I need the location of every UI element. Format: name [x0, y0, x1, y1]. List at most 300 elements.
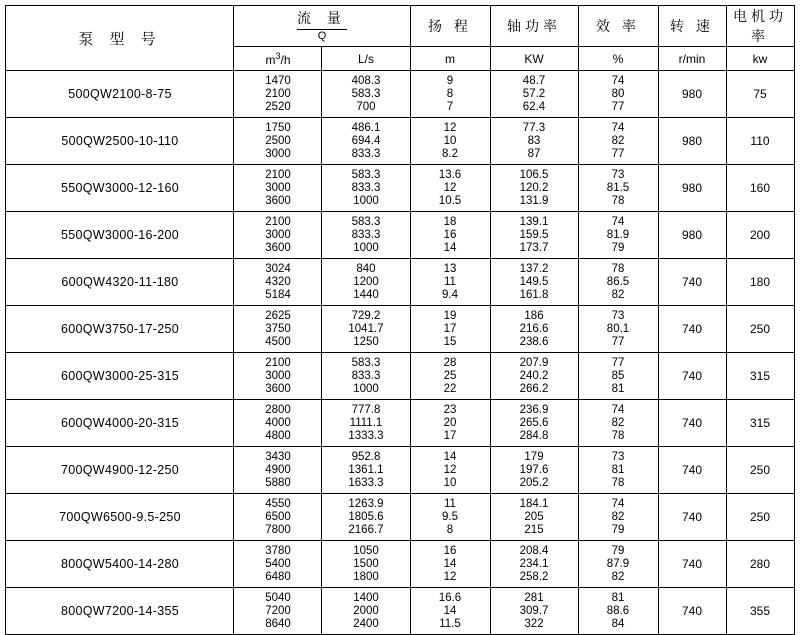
row-model: 700QW6500-9.5-250: [6, 494, 234, 541]
row-flow-ls-value: 1333.3: [348, 429, 384, 442]
row-flow-ls-value: 833.3: [351, 369, 381, 382]
row-head-value: 13.6: [438, 168, 462, 181]
row-flow-m3h-value: 3000: [265, 369, 291, 382]
row-efficiency-value: 82: [611, 416, 625, 429]
row-flow-ls-value: 1000: [353, 241, 379, 254]
row-flow-ls-value: 1633.3: [348, 476, 384, 489]
unit-shaft-power: KW: [490, 47, 578, 71]
row-shaft-power-value: 161.8: [519, 288, 549, 301]
row-flow-ls: [322, 118, 410, 165]
table-row: [6, 165, 794, 212]
row-efficiency-value: 78: [611, 476, 625, 489]
row-shaft-power: [490, 588, 578, 635]
table-row: [6, 400, 794, 447]
row-flow-ls-value: 840: [356, 262, 376, 275]
row-shaft-power-value: 184.1: [519, 497, 549, 510]
header-flow: [234, 6, 410, 47]
row-motor-power: 250: [726, 447, 794, 494]
row-efficiency-value: 74: [611, 121, 625, 134]
row-efficiency: [578, 447, 658, 494]
row-efficiency-value: 87.9: [606, 557, 630, 570]
row-efficiency: [578, 71, 658, 118]
row-head-value: 9.4: [442, 288, 458, 301]
row-flow-m3h-value: 4320: [265, 275, 291, 288]
row-shaft-power-value: 57.2: [522, 87, 546, 100]
row-shaft-power-value: 205: [524, 510, 544, 523]
header-efficiency: 效 率: [578, 6, 658, 47]
row-efficiency-value: 79: [611, 241, 625, 254]
row-head-value: 28: [443, 356, 457, 369]
row-flow-ls-value: 1050: [353, 544, 379, 557]
row-flow-m3h-value: 2100: [265, 87, 291, 100]
row-flow-ls-value: 1500: [353, 557, 379, 570]
row-shaft-power-value: 77.3: [522, 121, 546, 134]
row-head-value: 7: [446, 100, 454, 113]
row-flow-m3h-value: 3000: [265, 147, 291, 160]
unit-flow-ls: L/s: [322, 47, 410, 71]
row-efficiency-value: 82: [611, 288, 625, 301]
header-head: 扬 程: [410, 6, 490, 47]
row-head: [410, 71, 490, 118]
row-shaft-power-value: 62.4: [522, 100, 546, 113]
row-flow-ls-value: 2000: [353, 604, 379, 617]
row-shaft-power: [490, 494, 578, 541]
row-head-value: 23: [443, 403, 457, 416]
row-model: 600QW4320-11-180: [6, 259, 234, 306]
row-shaft-power-value: 173.7: [519, 241, 549, 254]
header-shaft-power: 轴功率: [490, 6, 578, 47]
row-flow-ls-value: 486.1: [351, 121, 381, 134]
unit-flow-m3h: $m^3/h$: [234, 47, 322, 71]
row-shaft-power: [490, 306, 578, 353]
row-flow-ls-value: 583.3: [351, 168, 381, 181]
row-shaft-power-value: 208.4: [519, 544, 549, 557]
row-flow-m3h-value: 2100: [265, 215, 291, 228]
row-speed: 740: [658, 494, 726, 541]
row-efficiency: [578, 494, 658, 541]
row-head-value: 14: [443, 557, 457, 570]
row-head-value: 12: [443, 570, 457, 583]
row-head-value: 17: [443, 429, 457, 442]
row-flow-m3h: [234, 259, 322, 306]
row-efficiency: [578, 212, 658, 259]
row-flow-m3h-value: 3600: [265, 382, 291, 395]
row-efficiency-value: 80: [611, 87, 625, 100]
row-flow-ls: [322, 165, 410, 212]
row-efficiency-value: 78: [611, 429, 625, 442]
row-head: [410, 494, 490, 541]
row-motor-power: 110: [726, 118, 794, 165]
row-efficiency-value: 80.1: [606, 322, 630, 335]
row-motor-power: 180: [726, 259, 794, 306]
table-row: [6, 494, 794, 541]
row-model: 500QW2100-8-75: [6, 71, 234, 118]
row-flow-m3h-value: 7200: [265, 604, 291, 617]
row-flow-ls-value: 1800: [353, 570, 379, 583]
row-flow-ls-value: 694.4: [351, 134, 381, 147]
row-flow-m3h-value: 3600: [265, 241, 291, 254]
row-head-value: 17: [443, 322, 457, 335]
header-flow-symbol: Q: [297, 29, 347, 42]
row-efficiency-value: 81: [611, 591, 625, 604]
header-row-titles: [6, 6, 794, 47]
row-efficiency-value: 88.6: [606, 604, 630, 617]
row-flow-m3h-value: 2520: [265, 100, 291, 113]
row-head-value: 12: [443, 121, 457, 134]
row-head: [410, 306, 490, 353]
row-model: 500QW2500-10-110: [6, 118, 234, 165]
row-shaft-power: [490, 71, 578, 118]
row-shaft-power-value: 309.7: [519, 604, 549, 617]
table-row: [6, 306, 794, 353]
row-shaft-power-value: 281: [524, 591, 544, 604]
row-speed: 980: [658, 165, 726, 212]
row-flow-ls-value: 1111.1: [349, 416, 383, 429]
row-flow-ls-value: 952.8: [351, 450, 381, 463]
row-flow-ls: [322, 259, 410, 306]
row-flow-ls-value: 1250: [353, 335, 379, 348]
row-head: [410, 118, 490, 165]
row-shaft-power-value: 159.5: [519, 228, 549, 241]
row-flow-m3h-value: 8640: [265, 617, 291, 630]
row-flow-m3h-value: 4800: [265, 429, 291, 442]
row-flow-ls-value: 1041.7: [348, 322, 384, 335]
row-flow-ls-value: 2400: [353, 617, 379, 630]
row-flow-ls-value: 1263.9: [348, 497, 384, 510]
row-flow-ls: [322, 588, 410, 635]
row-speed: 740: [658, 306, 726, 353]
row-flow-ls-value: 408.3: [351, 74, 381, 87]
row-efficiency-value: 81.5: [606, 181, 630, 194]
unit-head: m: [410, 47, 490, 71]
row-flow-ls-value: 583.3: [351, 215, 381, 228]
row-flow-ls: [322, 447, 410, 494]
row-flow-ls-value: 1805.6: [348, 510, 384, 523]
row-head-value: 9: [446, 74, 454, 87]
row-shaft-power: [490, 212, 578, 259]
row-efficiency-value: 74: [611, 497, 625, 510]
row-flow-m3h-value: 4000: [265, 416, 291, 429]
row-head: [410, 212, 490, 259]
row-head-value: 9.5: [442, 510, 458, 523]
row-flow-m3h: [234, 118, 322, 165]
row-flow-ls-value: 583.3: [351, 356, 381, 369]
header-flow-label: 流 量: [297, 10, 347, 26]
row-head-value: 10.5: [438, 194, 462, 207]
row-flow-ls: [322, 494, 410, 541]
row-shaft-power-value: 120.2: [519, 181, 549, 194]
row-head-value: 10: [443, 476, 457, 489]
row-speed: 740: [658, 400, 726, 447]
row-motor-power: 315: [726, 353, 794, 400]
row-model: 600QW3000-25-315: [6, 353, 234, 400]
row-shaft-power-value: 207.9: [519, 356, 549, 369]
row-efficiency: [578, 306, 658, 353]
row-head-value: 14: [443, 604, 457, 617]
row-motor-power: 250: [726, 306, 794, 353]
row-motor-power: 315: [726, 400, 794, 447]
table-row: [6, 212, 794, 259]
row-efficiency-value: 77: [611, 356, 625, 369]
row-efficiency-value: 81: [611, 382, 625, 395]
row-shaft-power: [490, 259, 578, 306]
row-efficiency: [578, 165, 658, 212]
row-flow-m3h-value: 6480: [265, 570, 291, 583]
row-shaft-power-value: 186: [524, 309, 544, 322]
row-flow-m3h: [234, 494, 322, 541]
header-motor-power: 电机功率: [726, 6, 794, 47]
row-head-value: 8: [446, 87, 454, 100]
row-shaft-power-value: 236.9: [519, 403, 549, 416]
row-shaft-power-value: 238.6: [519, 335, 549, 348]
table-row: [6, 447, 794, 494]
row-head: [410, 588, 490, 635]
row-flow-ls-value: 1440: [353, 288, 379, 301]
row-flow-ls-value: 1361.1: [348, 463, 384, 476]
spec-sheet: [0, 5, 800, 630]
row-flow-m3h-value: 3600: [265, 194, 291, 207]
row-efficiency-value: 79: [611, 523, 625, 536]
row-head-value: 14: [443, 450, 457, 463]
row-flow-m3h-value: 6500: [265, 510, 291, 523]
row-efficiency-value: 77: [611, 335, 625, 348]
table-header: [6, 6, 794, 71]
row-efficiency-value: 84: [611, 617, 625, 630]
row-head-value: 11.5: [439, 617, 461, 630]
row-speed: 740: [658, 447, 726, 494]
row-shaft-power-value: 139.1: [519, 215, 549, 228]
row-shaft-power-value: 205.2: [519, 476, 549, 489]
row-shaft-power-value: 216.6: [519, 322, 549, 335]
row-head-value: 16: [443, 228, 457, 241]
row-efficiency: [578, 353, 658, 400]
row-flow-m3h-value: 1470: [265, 74, 291, 87]
row-flow-ls-value: 729.2: [351, 309, 381, 322]
row-shaft-power-value: 322: [524, 617, 544, 630]
row-head: [410, 400, 490, 447]
row-shaft-power-value: 149.5: [519, 275, 549, 288]
row-flow-ls: [322, 541, 410, 588]
row-shaft-power-value: 83: [527, 134, 541, 147]
row-speed: 740: [658, 588, 726, 635]
row-flow-m3h: [234, 306, 322, 353]
row-head-value: 16: [443, 544, 457, 557]
row-head-value: 22: [443, 382, 457, 395]
row-efficiency-value: 74: [611, 74, 625, 87]
row-model: 600QW3750-17-250: [6, 306, 234, 353]
row-flow-ls-value: 1400: [353, 591, 379, 604]
row-shaft-power-value: 131.9: [519, 194, 549, 207]
row-head-value: 10: [443, 134, 457, 147]
row-motor-power: 250: [726, 494, 794, 541]
row-efficiency-value: 82: [611, 510, 625, 523]
row-head-value: 19: [443, 309, 457, 322]
row-model: 550QW3000-16-200: [6, 212, 234, 259]
row-flow-m3h: [234, 588, 322, 635]
row-efficiency-value: 86.5: [606, 275, 630, 288]
row-efficiency-value: 77: [611, 147, 625, 160]
row-head-value: 11: [444, 275, 456, 288]
row-efficiency: [578, 400, 658, 447]
row-shaft-power-value: 106.5: [519, 168, 549, 181]
row-flow-m3h: [234, 71, 322, 118]
row-head-value: 18: [443, 215, 457, 228]
row-efficiency-value: 81: [611, 463, 625, 476]
row-shaft-power: [490, 541, 578, 588]
row-flow-m3h-value: 7800: [265, 523, 291, 536]
row-flow-m3h-value: 3750: [265, 322, 291, 335]
row-flow-ls-value: 833.3: [351, 181, 381, 194]
row-head-value: 11: [444, 497, 456, 510]
row-model: 800QW5400-14-280: [6, 541, 234, 588]
row-efficiency: [578, 259, 658, 306]
row-shaft-power: [490, 447, 578, 494]
row-flow-m3h-value: 4500: [265, 335, 291, 348]
row-efficiency-value: 74: [611, 215, 625, 228]
row-flow-m3h-value: 4900: [265, 463, 291, 476]
row-model: 600QW4000-20-315: [6, 400, 234, 447]
table-row: [6, 541, 794, 588]
row-model: 700QW4900-12-250: [6, 447, 234, 494]
row-motor-power: 355: [726, 588, 794, 635]
row-flow-m3h-value: 5040: [265, 591, 291, 604]
row-flow-ls-value: 700: [356, 100, 376, 113]
row-flow-ls: [322, 71, 410, 118]
row-head-value: 13: [443, 262, 457, 275]
row-head-value: 8: [446, 523, 454, 536]
row-flow-ls-value: 1200: [353, 275, 379, 288]
row-flow-ls: [322, 353, 410, 400]
row-flow-m3h-value: 3000: [265, 181, 291, 194]
table-body: [6, 71, 794, 635]
table-row: [6, 588, 794, 635]
table-row: [6, 118, 794, 165]
row-head: [410, 165, 490, 212]
row-efficiency: [578, 541, 658, 588]
row-head-value: 20: [443, 416, 457, 429]
unit-motor-power: kw: [726, 47, 794, 71]
row-flow-ls: [322, 212, 410, 259]
row-flow-ls: [322, 400, 410, 447]
row-efficiency-value: 78: [611, 194, 625, 207]
row-motor-power: 75: [726, 71, 794, 118]
row-flow-ls-value: 777.8: [351, 403, 381, 416]
row-flow-m3h-value: 1750: [265, 121, 291, 134]
row-efficiency-value: 82: [611, 134, 625, 147]
row-efficiency-value: 79: [611, 544, 625, 557]
row-shaft-power-value: 258.2: [519, 570, 549, 583]
row-head: [410, 447, 490, 494]
row-flow-m3h-value: 2800: [265, 403, 291, 416]
row-shaft-power-value: 265.6: [519, 416, 549, 429]
row-flow-m3h-value: 2100: [265, 356, 291, 369]
row-flow-m3h: [234, 541, 322, 588]
row-flow-m3h-value: 5400: [265, 557, 291, 570]
row-head: [410, 353, 490, 400]
row-shaft-power-value: 240.2: [519, 369, 549, 382]
row-efficiency-value: 73: [611, 168, 625, 181]
row-flow-m3h: [234, 165, 322, 212]
row-efficiency-value: 74: [611, 403, 625, 416]
row-model: 800QW7200-14-355: [6, 588, 234, 635]
row-shaft-power-value: 215: [524, 523, 544, 536]
row-shaft-power-value: 48.7: [522, 74, 546, 87]
row-head-value: 12: [443, 463, 457, 476]
row-flow-ls-value: 1000: [353, 382, 379, 395]
row-shaft-power-value: 266.2: [519, 382, 549, 395]
header-speed: 转 速: [658, 6, 726, 47]
pump-spec-table: [5, 5, 794, 635]
row-head: [410, 541, 490, 588]
row-efficiency-value: 82: [611, 570, 625, 583]
row-flow-m3h-value: 2100: [265, 168, 291, 181]
row-flow-m3h-value: 3780: [265, 544, 291, 557]
row-speed: 740: [658, 353, 726, 400]
row-head-value: 12: [443, 181, 457, 194]
row-efficiency-value: 73: [611, 450, 625, 463]
row-shaft-power-value: 179: [524, 450, 544, 463]
row-efficiency-value: 73: [611, 309, 625, 322]
row-model: 550QW3000-12-160: [6, 165, 234, 212]
row-motor-power: 160: [726, 165, 794, 212]
row-head-value: 16.6: [438, 591, 462, 604]
row-flow-m3h: [234, 353, 322, 400]
table-row: [6, 353, 794, 400]
row-efficiency: [578, 588, 658, 635]
row-flow-m3h-value: 2500: [265, 134, 291, 147]
row-shaft-power-value: 137.2: [519, 262, 549, 275]
row-flow-m3h: [234, 400, 322, 447]
unit-efficiency: %: [578, 47, 658, 71]
row-head-value: 25: [443, 369, 457, 382]
row-efficiency-value: 85: [611, 369, 625, 382]
row-flow-m3h-value: 3024: [265, 262, 291, 275]
row-flow-ls: [322, 306, 410, 353]
row-efficiency-value: 81.9: [606, 228, 630, 241]
row-shaft-power: [490, 165, 578, 212]
row-speed: 980: [658, 71, 726, 118]
row-speed: 980: [658, 212, 726, 259]
row-flow-m3h-value: 4550: [265, 497, 291, 510]
row-shaft-power: [490, 118, 578, 165]
row-motor-power: 280: [726, 541, 794, 588]
row-speed: 740: [658, 259, 726, 306]
row-efficiency: [578, 118, 658, 165]
row-shaft-power-value: 87: [527, 147, 541, 160]
row-flow-m3h-value: 3430: [265, 450, 291, 463]
table-row: [6, 259, 794, 306]
row-flow-ls-value: 583.3: [351, 87, 381, 100]
row-shaft-power: [490, 400, 578, 447]
row-speed: 980: [658, 118, 726, 165]
row-flow-ls-value: 833.3: [351, 228, 381, 241]
row-flow-m3h-value: 3000: [265, 228, 291, 241]
row-shaft-power-value: 234.1: [519, 557, 549, 570]
row-flow-m3h-value: 5184: [265, 288, 291, 301]
header-model: 泵 型 号: [6, 6, 234, 71]
row-flow-ls-value: 2166.7: [348, 523, 384, 536]
row-speed: 740: [658, 541, 726, 588]
row-head-value: 15: [443, 335, 457, 348]
row-flow-m3h-value: 5880: [265, 476, 291, 489]
row-flow-m3h: [234, 212, 322, 259]
unit-speed: r/min: [658, 47, 726, 71]
row-flow-m3h-value: 2625: [265, 309, 291, 322]
row-shaft-power-value: 284.8: [519, 429, 549, 442]
row-motor-power: 200: [726, 212, 794, 259]
row-flow-ls-value: 833.3: [351, 147, 381, 160]
row-shaft-power-value: 197.6: [519, 463, 549, 476]
